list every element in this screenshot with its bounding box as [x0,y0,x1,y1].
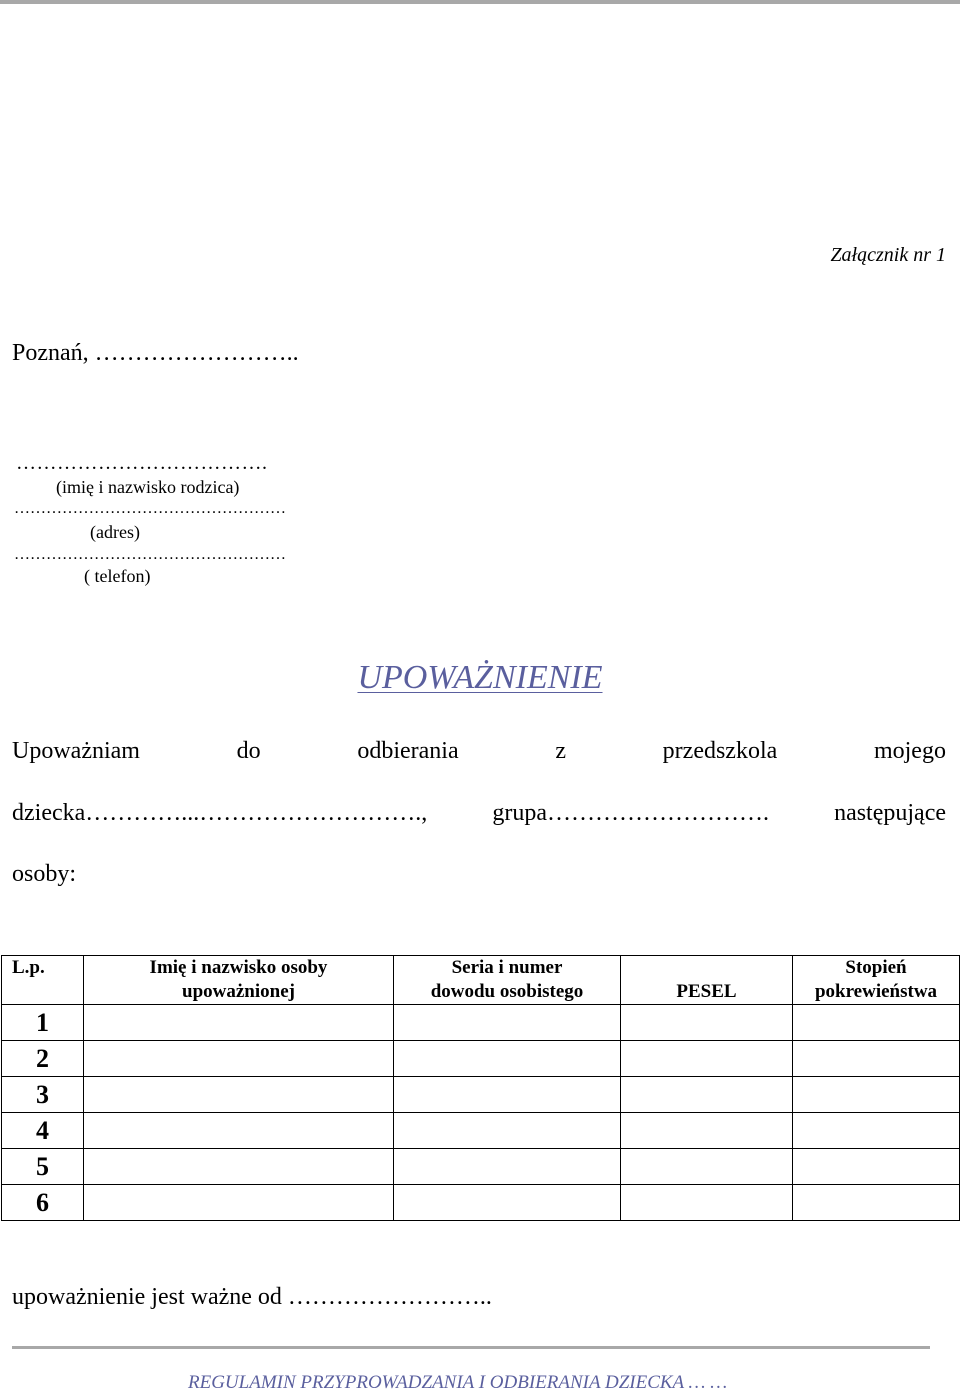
body-word: do [236,738,261,764]
document-title: UPOWAŻNIENIE [357,659,603,696]
parent-phone-caption: ( telefon) [84,566,151,586]
table-row [2,1149,960,1185]
row-number: 2 [2,1041,84,1077]
header-id: Seria i numer dowodu osobistego [394,956,621,1005]
row-number: 6 [2,1185,84,1221]
bottom-rule [12,1346,930,1349]
table-header-row [2,956,960,1005]
name-cell [84,1113,394,1149]
body-line-1 [12,738,946,765]
table-row [2,1041,960,1077]
body-word: następujące [834,800,946,826]
header-name: Imię i nazwisko osoby upoważnionej [84,956,394,1005]
name-cell [84,1041,394,1077]
id-cell [394,1149,621,1185]
row-number: 5 [2,1149,84,1185]
body-line-3: osoby: [12,861,77,887]
parent-phone-field: …………………………………………… [14,546,286,563]
pesel-cell [621,1149,793,1185]
body-word: mojego [873,738,946,764]
annex-label: Załącznik nr 1 [830,244,946,266]
parent-name-field: ………………………………. [16,452,268,474]
relationship-cell [793,1041,960,1077]
body-word: Upoważniam [12,738,140,764]
body-word: odbierania [357,738,459,764]
table-row [2,1185,960,1221]
validity-line: upoważnienie jest ważne od …………………….. [12,1284,492,1310]
header-relationship: Stopień pokrewieństwa [793,956,960,1005]
name-cell [84,1005,394,1041]
authorized-persons-table [1,955,960,1221]
child-name-field: dziecka…………...………………………., [12,800,428,826]
body-word: przedszkola [662,738,778,764]
name-cell [84,1149,394,1185]
place-date-line: Poznań, …………………….. [12,340,299,366]
parent-address-field: …………………………………………… [14,500,286,517]
relationship-cell [793,1113,960,1149]
name-cell [84,1077,394,1113]
row-number: 1 [2,1005,84,1041]
pesel-cell [621,1041,793,1077]
header-lp: L.p. [2,956,84,1005]
pesel-cell [621,1005,793,1041]
id-cell [394,1077,621,1113]
id-cell [394,1185,621,1221]
name-cell [84,1185,394,1221]
id-cell [394,1041,621,1077]
row-number: 4 [2,1113,84,1149]
group-field: grupa………………………. [492,800,769,826]
id-cell [394,1113,621,1149]
header-pesel: PESEL [621,956,793,1005]
parent-name-caption: (imię i nazwisko rodzica) [56,477,240,497]
row-number: 3 [2,1077,84,1113]
table-row [2,1005,960,1041]
pesel-cell [621,1077,793,1113]
relationship-cell [793,1185,960,1221]
pesel-cell [621,1185,793,1221]
table-row [2,1113,960,1149]
body-line-2 [12,800,946,827]
footer-text: REGULAMIN PRZYPROWADZANIA I ODBIERANIA DZIECKA … … [188,1372,728,1393]
relationship-cell [793,1005,960,1041]
parent-address-caption: (adres) [90,522,140,542]
relationship-cell [793,1149,960,1185]
body-word: z [555,738,566,764]
top-rule [0,0,960,4]
id-cell [394,1005,621,1041]
pesel-cell [621,1113,793,1149]
table-row [2,1077,960,1113]
relationship-cell [793,1077,960,1113]
